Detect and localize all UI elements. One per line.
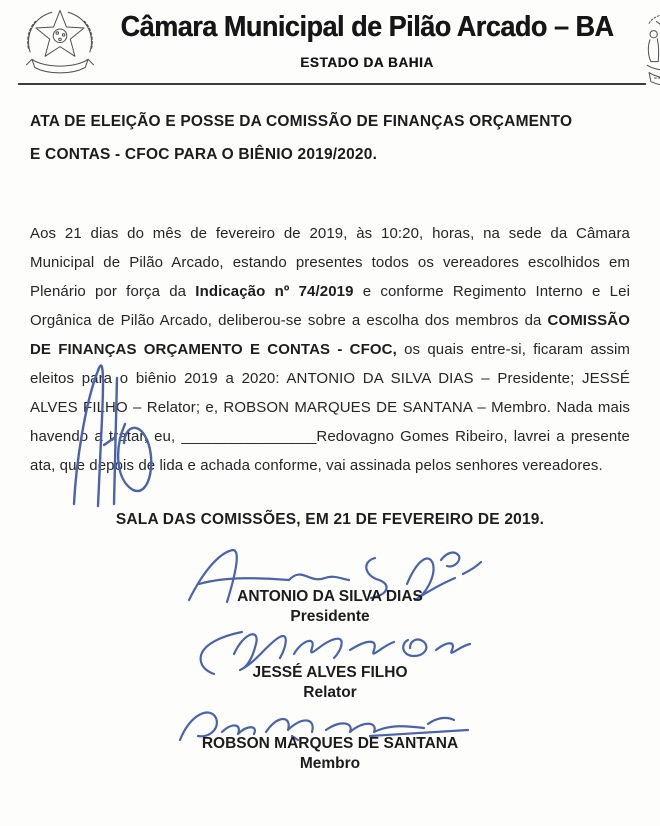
signature-name: ANTONIO DA SILVA DIAS [237,588,423,605]
document-title [30,105,630,171]
signature-block-presidente [177,542,483,626]
signatures-section [0,542,660,773]
signature-name: JESSÉ ALVES FILHO [252,664,408,681]
municipal-crest-icon [632,5,660,94]
signature-block-relator [180,626,480,702]
brazil-coat-of-arms-icon [18,5,102,86]
signature-role: Presidente [290,608,370,625]
document-title-line1: ATA DE ELEIÇÃO E POSSE DA COMISSÃO DE FINANÇAS ORÇAMENTO [30,113,573,130]
body-text-bold: COMISSÃO DE FINANÇAS ORÇAMENTO E CONTAS - CFOC, [30,312,630,358]
body-paragraph [30,219,630,480]
document-title-line2: E CONTAS - CFOC PARA O BIÊNIO 2019/2020. [30,146,378,163]
body-text: e conforme Regimento Interno e Lei Orgânica de Pilão Arcado, deliberou-se sobre a escolha dos membros da [30,283,631,329]
signature-role: Relator [303,684,357,701]
state-subtitle: ESTADO DA BAHIA [300,55,434,70]
body-text: os quais entre-si, ficaram assim eleitos para o biênio 2019 a 2020: ANTONIO DA SILVA DIAS – Presidente; JESSÉ ALVES FILHO – Relator; e, ROBSON MARQUES DE SANTANA – Membro. Nada mais havendo a tratar, eu, ________________Redovagno Gomes Ribeiro, lavrei a presente ata, que depois de lida e achada conforme, vai assinada pelos senhores vereadores. [30,341,631,474]
signature-name: ROBSON MARQUES DE SANTANA [201,735,459,752]
place-date-line: SALA DAS COMISSÕES, EM 21 DE FEVEREIRO DE 2019. [115,511,545,528]
document-header [0,0,660,81]
header-text [102,5,632,70]
body-text: Aos 21 dias do mês de fevereiro de 2019, às 10:20, horas, na sede da Câmara Municipal de Pilão Arcado, estando presentes todos os vereadores escolhidos em Plenário por força da [30,225,630,300]
header-divider [18,83,646,85]
signature-block-membro [170,702,490,773]
municipality-title: Câmara Municipal de Pilão Arcado – BA [120,11,614,43]
signature-role: Membro [299,755,361,772]
body-text-bold: Indicação nº 74/2019 [195,283,354,300]
